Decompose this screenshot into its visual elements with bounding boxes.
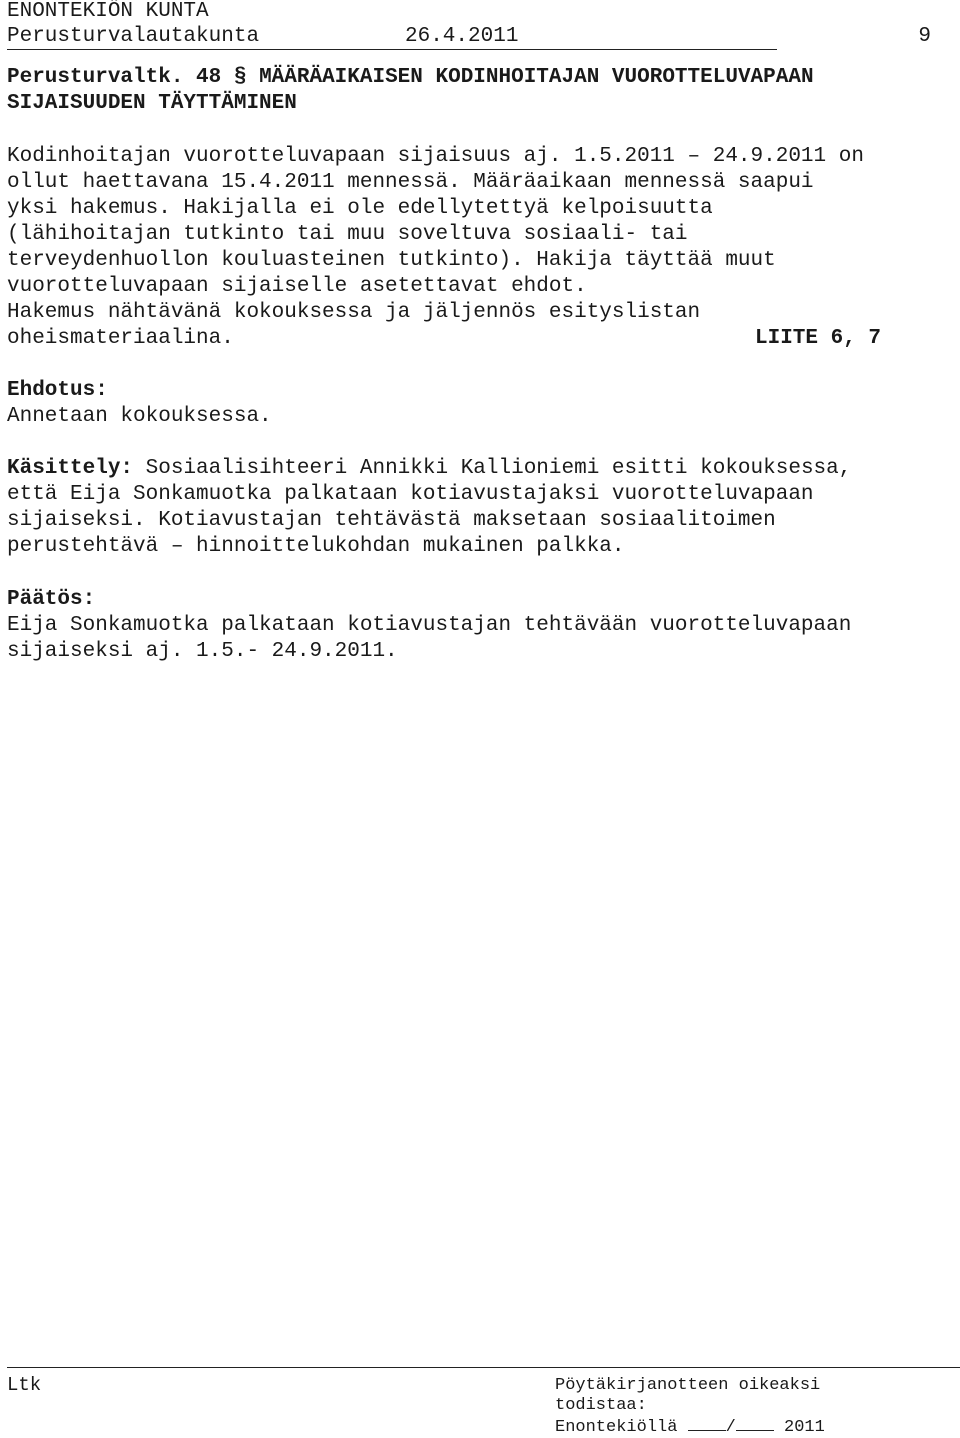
board-name: Perusturvalautakunta — [7, 25, 260, 48]
header-underline — [7, 49, 777, 50]
section-title: MÄÄRÄAIKAISEN KODINHOITAJAN VUOROTTELUVAPAAN — [259, 66, 814, 89]
page-number: 9 — [918, 25, 931, 48]
intro-line: (lähihoitajan tutkinto tai muu soveltuva sosiaali- tai — [7, 223, 688, 246]
footer-board-abbrev: Ltk — [7, 1374, 42, 1396]
attachment-reference: LIITE 6, 7 — [755, 327, 882, 350]
handling-line: sijaiseksi. Kotiavustajan tehtävästä maksetaan sosiaalitoimen — [7, 509, 776, 532]
footer-place-date — [555, 1416, 825, 1438]
month-blank — [736, 1416, 774, 1431]
handling-label: Käsittely: — [7, 457, 134, 480]
footer-separator: / — [725, 1418, 736, 1437]
handling-line1 — [7, 456, 851, 482]
intro-line: oheismateriaalina. — [7, 327, 234, 350]
municipality-name: ENONTEKIÖN KUNTA — [7, 0, 209, 23]
handling-line: perustehtävä – hinnoittelukohdan mukainen palkka. — [7, 535, 625, 558]
intro-line: yksi hakemus. Hakijalla ei ole edellytettyä kelpoisuutta — [7, 197, 713, 220]
footer-certify-line1: Pöytäkirjanotteen oikeaksi — [555, 1376, 821, 1395]
decision-line: Eija Sonkamuotka palkataan kotiavustajan tehtävään vuorotteluvapaan — [7, 614, 852, 637]
proposal-label: Ehdotus: — [7, 379, 108, 402]
day-blank — [688, 1416, 726, 1431]
intro-line: terveydenhuollon kouluasteinen tutkinto). Hakija täyttää muut — [7, 249, 776, 272]
intro-line: ollut haettavana 15.4.2011 mennessä. Määräaikaan mennessä saapui — [7, 171, 814, 194]
footer-rule — [7, 1367, 960, 1368]
intro-line: Hakemus nähtävänä kokouksessa ja jäljennös esityslistan — [7, 301, 701, 324]
intro-line: vuorotteluvapaan sijaiselle asetettavat ehdot. — [7, 275, 587, 298]
footer-certify-line2: todistaa: — [555, 1396, 647, 1415]
decision-line: sijaiseksi aj. 1.5.- 24.9.2011. — [7, 640, 398, 663]
intro-line: Kodinhoitajan vuorotteluvapaan sijaisuus aj. 1.5.2011 – 24.9.2011 on — [7, 145, 864, 168]
section-heading-line1 — [7, 65, 814, 91]
section-number: Perusturvaltk. 48 § — [7, 66, 247, 89]
decision-label: Päätös: — [7, 588, 96, 611]
footer-place: Enontekiöllä — [555, 1418, 678, 1437]
meeting-date: 26.4.2011 — [405, 25, 519, 48]
handling-text: Sosiaalisihteeri Annikki Kallioniemi esitti kokouksessa, — [145, 457, 852, 480]
footer-year: 2011 — [784, 1418, 825, 1437]
section-heading-line2: SIJAISUUDEN TÄYTTÄMINEN — [7, 92, 297, 115]
proposal-text: Annetaan kokouksessa. — [7, 405, 272, 428]
handling-line: että Eija Sonkamuotka palkataan kotiavustajaksi vuorotteluvapaan — [7, 483, 814, 506]
